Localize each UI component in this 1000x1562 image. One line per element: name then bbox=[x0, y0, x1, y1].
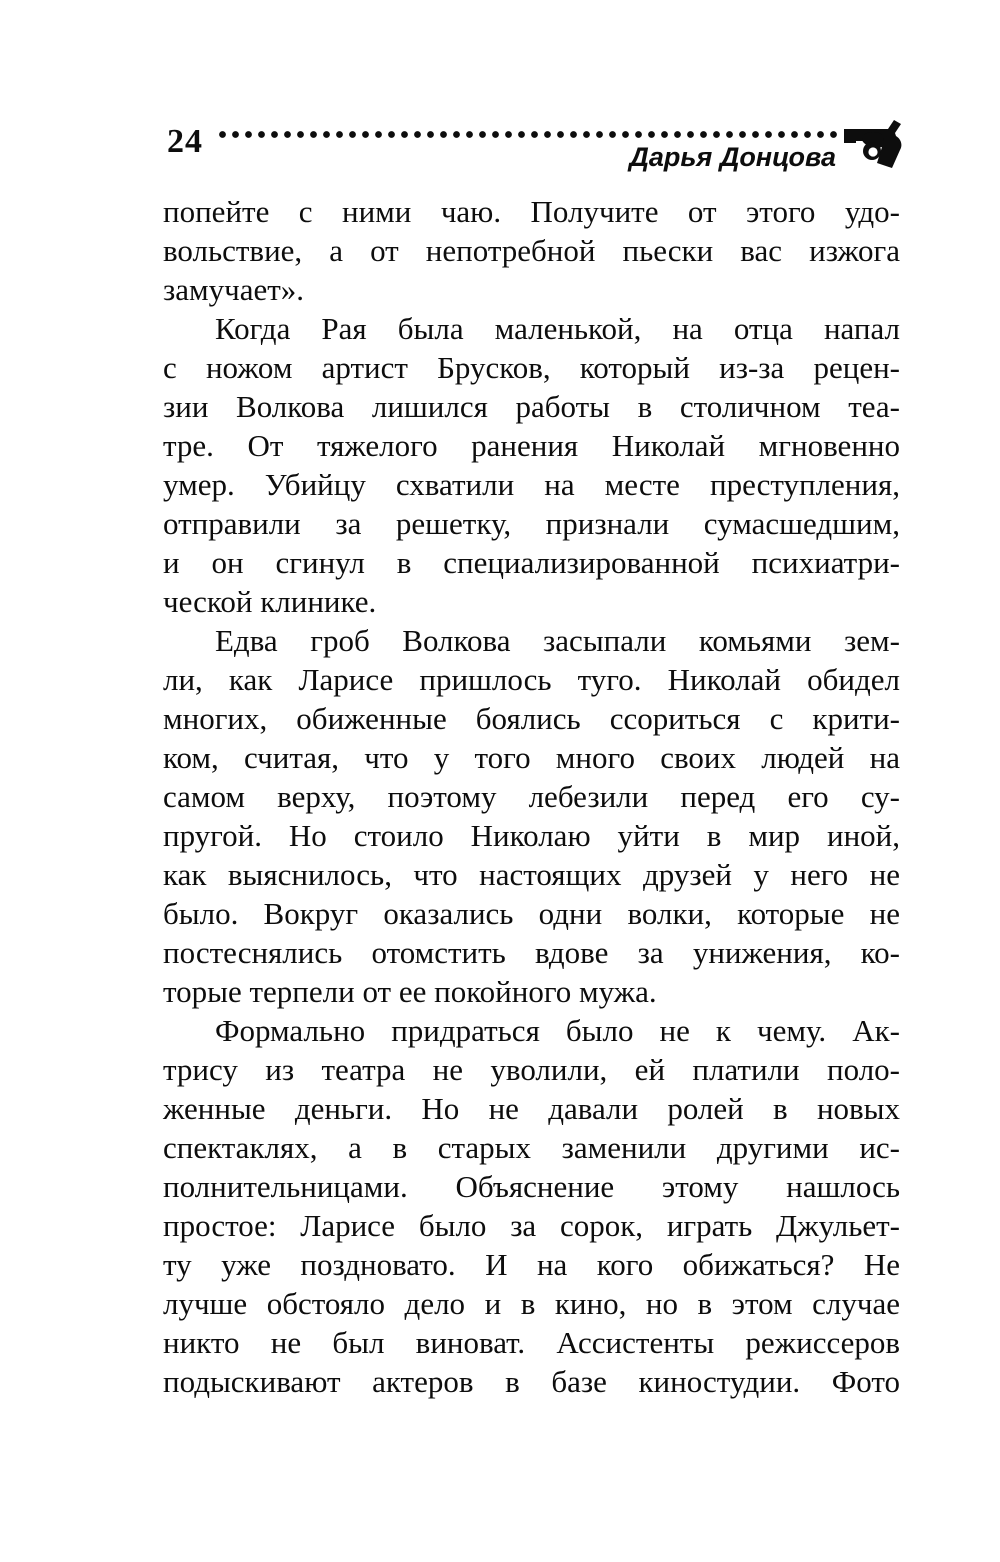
text-line: торые терпели от ее покойного мужа. bbox=[163, 974, 657, 1009]
text-line: как выяснилось, что настоящих друзей у него не bbox=[163, 857, 900, 892]
text-line: спектаклях, а в старых заменили другими ис- bbox=[163, 1130, 900, 1165]
text-line: вольствие, а от непотребной пьески вас изжога bbox=[163, 233, 900, 268]
text-line: Едва гроб Волкова засыпали комьями зем- bbox=[215, 623, 900, 658]
text-line: многих, обиженные боялись ссориться с крити- bbox=[163, 701, 900, 736]
running-head bbox=[0, 0, 1000, 190]
text-line: отправили за решетку, признали сумасшедшим, bbox=[163, 506, 900, 541]
text-line: было. Вокруг оказались одни волки, которые не bbox=[163, 896, 900, 931]
paragraph bbox=[163, 192, 900, 309]
dotted-rule bbox=[216, 130, 840, 139]
text-line: полнительницами. Объяснение этому нашлось bbox=[163, 1169, 900, 1204]
text-line: трису из театра не уволили, ей платили поло- bbox=[163, 1052, 900, 1087]
text-line: ли, как Ларисе пришлось туго. Николай обидел bbox=[163, 662, 900, 697]
paragraph bbox=[163, 621, 900, 1011]
text-line: никто не был виноват. Ассистенты режиссеров bbox=[163, 1325, 900, 1360]
text-line: зии Волкова лишился работы в столичном теа- bbox=[163, 389, 900, 424]
text-line: простое: Ларисе было за сорок, играть Джульет- bbox=[163, 1208, 900, 1243]
text-line: самом верху, поэтому лебезили перед его су- bbox=[163, 779, 900, 814]
text-line: Когда Рая была маленькой, на отца напал bbox=[215, 311, 900, 346]
body-text bbox=[163, 192, 900, 1401]
text-line: подыскивают актеров в базе киностудии. Фото bbox=[163, 1364, 900, 1399]
author-name: Дарья Донцова bbox=[629, 142, 836, 172]
text-line: и он сгинул в специализированной психиатри- bbox=[163, 545, 900, 580]
text-line: женные деньги. Но не давали ролей в новых bbox=[163, 1091, 900, 1126]
text-line: Формально придраться было не к чему. Ак- bbox=[215, 1013, 900, 1048]
text-line: постеснялись отомстить вдове за унижения, ко- bbox=[163, 935, 900, 970]
page-number: 24 bbox=[167, 123, 203, 160]
text-line: ком, считая, что у того много своих людей на bbox=[163, 740, 900, 775]
paragraph bbox=[163, 309, 900, 621]
text-line: лучше обстояло дело и в кино, но в этом случае bbox=[163, 1286, 900, 1321]
text-line: тре. От тяжелого ранения Николай мгновенно bbox=[163, 428, 900, 463]
text-line: умер. Убийцу схватили на месте преступления, bbox=[163, 467, 900, 502]
text-line: с ножом артист Брусков, который из-за рецен- bbox=[163, 350, 900, 385]
text-line: пругой. Но стоило Николаю уйти в мир иной, bbox=[163, 818, 900, 853]
text-line: замучает». bbox=[163, 272, 305, 307]
text-line: попейте с ними чаю. Получите от этого удо- bbox=[163, 194, 900, 229]
revolver-icon bbox=[842, 116, 910, 174]
text-line: ту уже поздновато. И на кого обижаться? Не bbox=[163, 1247, 900, 1282]
text-line: ческой клинике. bbox=[163, 584, 377, 619]
paragraph bbox=[163, 1011, 900, 1401]
